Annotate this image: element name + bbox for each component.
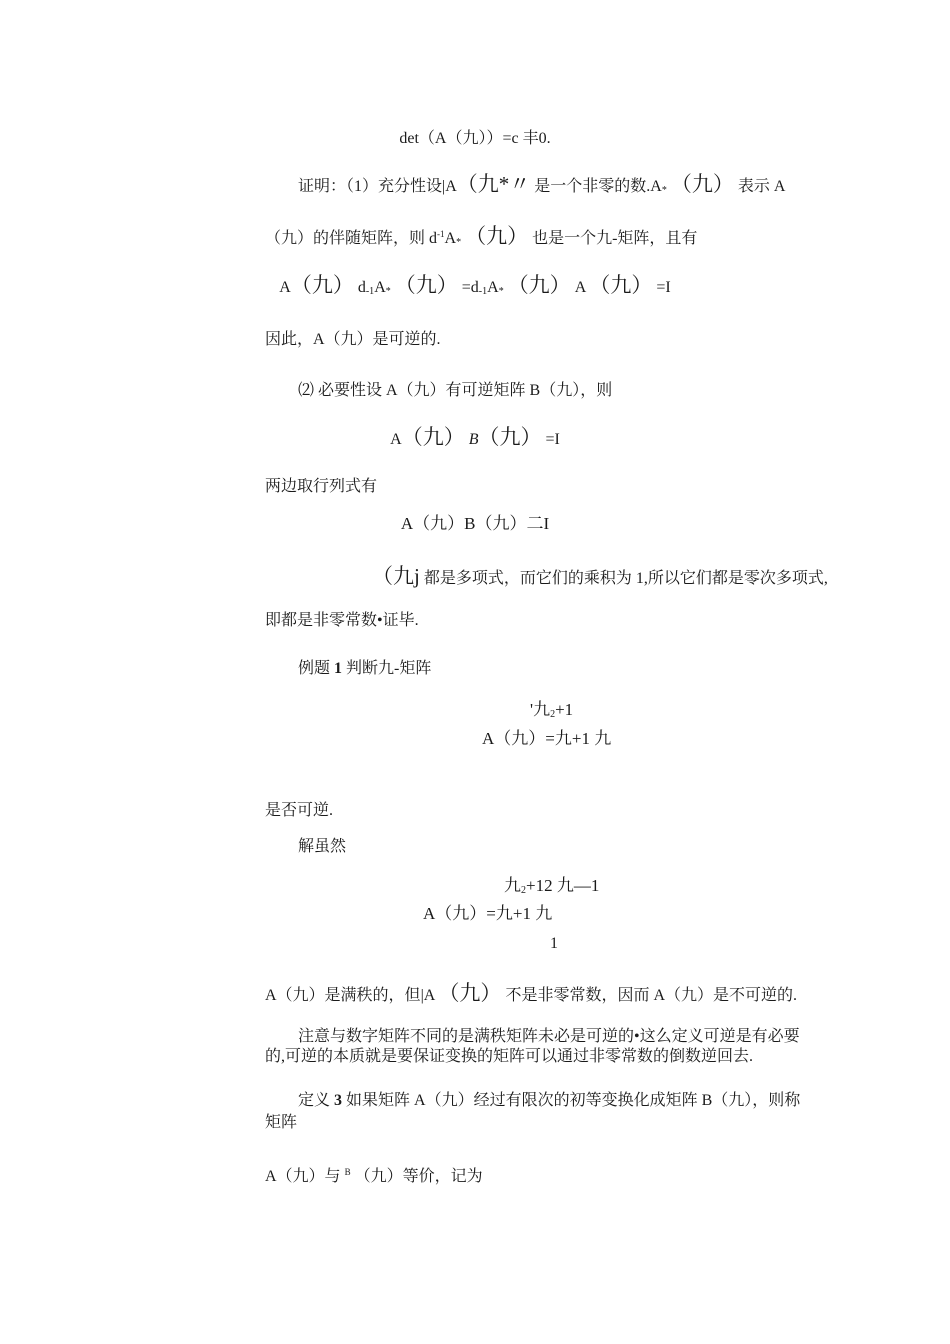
equivalence-line — [265, 1162, 483, 1187]
text: 例题 — [298, 660, 331, 677]
text: （九） — [465, 224, 529, 248]
text: 如果矩阵 A（九）经过有限次的初等变换化成矩阵 B（九），则称 — [346, 1092, 801, 1109]
text: 2 — [521, 885, 526, 896]
text: B — [468, 431, 479, 448]
text: =I — [656, 279, 671, 296]
text: （九） — [290, 273, 354, 297]
text: 九 — [504, 876, 521, 895]
matrix-1-top — [530, 700, 573, 725]
definition-number: 3 — [334, 1092, 343, 1109]
therefore-line: 因此，A（九）是可逆的. — [265, 331, 441, 348]
text: A — [444, 230, 457, 247]
text: A — [574, 279, 586, 296]
text: （九） — [589, 273, 653, 297]
matrix-2-main: A（九）=九+1 九 — [423, 904, 553, 923]
matrix-2-bottom: 1 — [550, 935, 558, 952]
proof-end: 即都是非零常数•证毕. — [265, 612, 419, 629]
text: （九） — [478, 425, 542, 449]
text: 2 — [550, 709, 556, 720]
adjugate-line — [265, 224, 697, 253]
text: '九 — [530, 700, 551, 719]
text: * — [498, 286, 504, 297]
text: （九） — [401, 425, 465, 449]
equation-2 — [0, 427, 950, 450]
necessity-line: ⑵ 必要性设 A（九）有可逆矩阵 B（九），则 — [298, 382, 613, 399]
example-1-heading — [298, 659, 431, 679]
note-line-2: 的,可逆的本质就是要保证变换的矩阵可以通过非零常数的倒数逆回去. — [265, 1048, 754, 1065]
text: A — [390, 431, 402, 448]
definition-3-line-2: 矩阵 — [265, 1114, 298, 1131]
text: 判断九-矩阵 — [346, 660, 432, 677]
text: 不是非零常数，因而 A（九）是不可逆的. — [505, 987, 797, 1004]
text: （九） — [507, 273, 571, 297]
text: =d — [461, 279, 479, 296]
text: A — [279, 279, 291, 296]
text: * — [456, 237, 462, 248]
text: 定义 — [298, 1092, 331, 1109]
equation-3: A（九）B（九）二I — [400, 514, 550, 533]
text: （九） — [670, 172, 734, 196]
text: 是一个非零的数.A — [534, 178, 662, 195]
text: +1 — [555, 700, 574, 719]
text: （九）等价，记为 — [354, 1168, 483, 1185]
full-rank-line — [265, 983, 797, 1006]
text: =I — [545, 431, 560, 448]
text: 证明：（1）充分性设|A — [298, 178, 457, 195]
text: A — [374, 279, 386, 296]
definition-3-line-1 — [298, 1091, 800, 1111]
text: （九） — [394, 273, 458, 297]
text: -1 — [478, 286, 488, 297]
text: A（九）是满秩的，但 — [265, 987, 421, 1004]
text: （九）的伴随矩阵，则 d — [265, 230, 438, 247]
matrix-1-main: A（九）=九+1 九 — [482, 729, 612, 748]
text: 都是多项式，而它们的乘积为 1,所以它们都是零次多项式, — [423, 570, 828, 587]
text: B — [344, 1167, 351, 1177]
text: -1 — [437, 229, 445, 239]
text: （九j — [372, 564, 420, 588]
invertible-question: 是否可逆. — [265, 802, 334, 819]
equation-1 — [0, 275, 950, 302]
text: A（九）与 — [265, 1168, 341, 1185]
proof-sufficiency — [298, 174, 785, 201]
matrix-2-top — [504, 876, 599, 901]
example-number: 1 — [334, 660, 343, 677]
text: A — [487, 279, 499, 296]
text: * — [385, 286, 391, 297]
det-equation: det（A（九））=c 丰0. — [399, 130, 551, 147]
text: * — [661, 185, 667, 196]
text: d — [357, 279, 366, 296]
text: （九*〃 — [456, 172, 531, 196]
text: -1 — [365, 286, 375, 297]
note-line-1: 注意与数字矩阵不同的是满秩矩阵未必是可逆的•这么定义可逆是有必要 — [298, 1028, 800, 1045]
text: （九） — [438, 981, 502, 1005]
text: 表示 A — [737, 178, 786, 195]
text: 也是一个九-矩阵，且有 — [532, 230, 698, 247]
text: +12 九—1 — [526, 876, 600, 895]
determinant-both-sides: 两边取行列式有 — [265, 478, 378, 495]
text: |A — [420, 987, 435, 1004]
polynomial-line — [372, 566, 828, 589]
solution-heading: 解虽然 — [298, 838, 347, 855]
